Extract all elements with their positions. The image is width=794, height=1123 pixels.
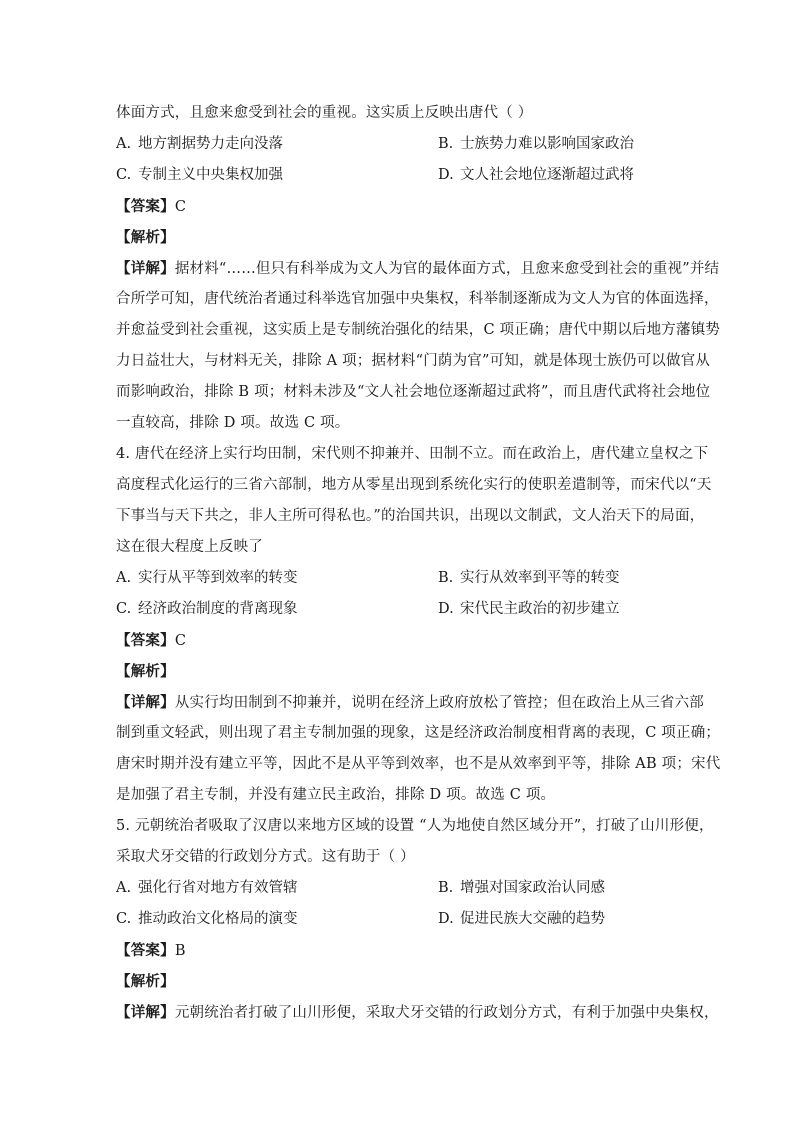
q3-options-row-1 <box>116 129 682 160</box>
q3-detail-line: 力日益壮大，与材料无关，排除 A 项；据材料“门荫为官”可知，就是体现士族仍可以做官从 <box>116 353 711 369</box>
q4-options-row-1 <box>116 563 682 594</box>
q4-option-b: B. 实行从效率到平等的转变 <box>438 570 620 586</box>
q4-options-row-2 <box>116 594 682 625</box>
q3-option-d: D. 文人社会地位逐渐超过武将 <box>438 167 634 183</box>
q4-detail-line: 【详解】从实行均田制到不抑兼并，说明在经济上政府放松了管控；但在政治上从三省六部 <box>116 694 705 711</box>
q5-stem-line: 采取犬牙交错的行政划分方式。这有助于（ ） <box>116 849 415 865</box>
q5-answer: 【答案】B <box>116 942 186 959</box>
document-page <box>116 98 721 1028</box>
q3-stem-tail: 体面方式，且愈来愈受到社会的重视。这实质上反映出唐代（ ） <box>116 105 533 121</box>
q4-option-c: C. 经济政治制度的背离现象 <box>116 601 298 617</box>
q3-detail-line: 【详解】据材料“……但只有科举成为文人为官的最体面方式，且愈来愈受到社会的重视”并结 <box>116 260 720 277</box>
q5-options-row-1 <box>116 873 682 904</box>
q5-option-c: C. 推动政治文化格局的演变 <box>116 911 298 927</box>
q3-option-c: C. 专制主义中央集权加强 <box>116 167 283 183</box>
q4-detail-line: 制到重文轻武，则出现了君主专制加强的现象，这是经济政治制度相背离的表现，C 项正确； <box>116 725 721 741</box>
q3-option-b: B. 士族势力难以影响国家政治 <box>438 136 634 152</box>
q3-detail-line: 而影响政治，排除 B 项；材料未涉及“文人社会地位逐渐超过武将”，而且唐代武将社会地位 <box>116 384 711 400</box>
q4-stem-line: 这在很大程度上反映了 <box>116 539 263 555</box>
q4-stem-line: 下事当与天下共之，非人主所可得私也。”的治国共识，出现以文制武，文人治天下的局面， <box>116 508 705 524</box>
q3-detail-line: 并愈益受到社会重视，这实质上是专制统治强化的结果，C 项正确；唐代中期以后地方藩镇势 <box>116 322 721 338</box>
q3-detail-line: 合所学可知，唐代统治者通过科举选官加强中央集权，科举制逐渐成为文人为官的体面选择， <box>116 291 719 307</box>
q4-answer: 【答案】C <box>116 632 187 649</box>
q4-detail-line: 是加强了君主专制，并没有建立民主政治，排除 D 项。故选 C 项。 <box>116 787 556 803</box>
q5-option-a: A. 强化行省对地方有效管辖 <box>116 880 298 896</box>
q5-detail-line: 【详解】元朝统治者打破了山川形便，采取犬牙交错的行政划分方式，有利于加强中央集权， <box>116 1004 719 1021</box>
q5-option-d: D. 促进民族大交融的趋势 <box>438 911 605 927</box>
q5-option-b: B. 增强对国家政治认同感 <box>438 880 605 896</box>
q3-options-row-2 <box>116 160 682 191</box>
q3-option-a: A. 地方割据势力走向没落 <box>116 136 283 152</box>
q5-analysis-heading: 【解析】 <box>116 973 175 990</box>
q4-detail-line: 唐宋时期并没有建立平等，因此不是从平等到效率，也不是从效率到平等，排除 AB 项；宋代 <box>116 756 721 772</box>
q4-option-d: D. 宋代民主政治的初步建立 <box>438 601 620 617</box>
q3-analysis-heading: 【解析】 <box>116 229 175 246</box>
q4-stem-line: 高度程式化运行的三省六部制，地方从零星出现到系统化实行的使职差遣制等，而宋代以“天 <box>116 477 712 493</box>
q4-stem-line: 4. 唐代在经济上实行均田制，宋代则不抑兼并、田制不立。而在政治上，唐代建立皇权之下 <box>116 446 709 462</box>
q3-detail-line: 一直较高，排除 D 项。故选 C 项。 <box>116 415 350 431</box>
q4-option-a: A. 实行从平等到效率的转变 <box>116 570 298 586</box>
q3-answer: 【答案】C <box>116 198 187 215</box>
q5-options-row-2 <box>116 904 682 935</box>
q4-analysis-heading: 【解析】 <box>116 663 175 680</box>
q5-stem-line: 5. 元朝统治者吸取了汉唐以来地方区域的设置 “人为地使自然区域分开”，打破了山川形便， <box>116 818 714 834</box>
